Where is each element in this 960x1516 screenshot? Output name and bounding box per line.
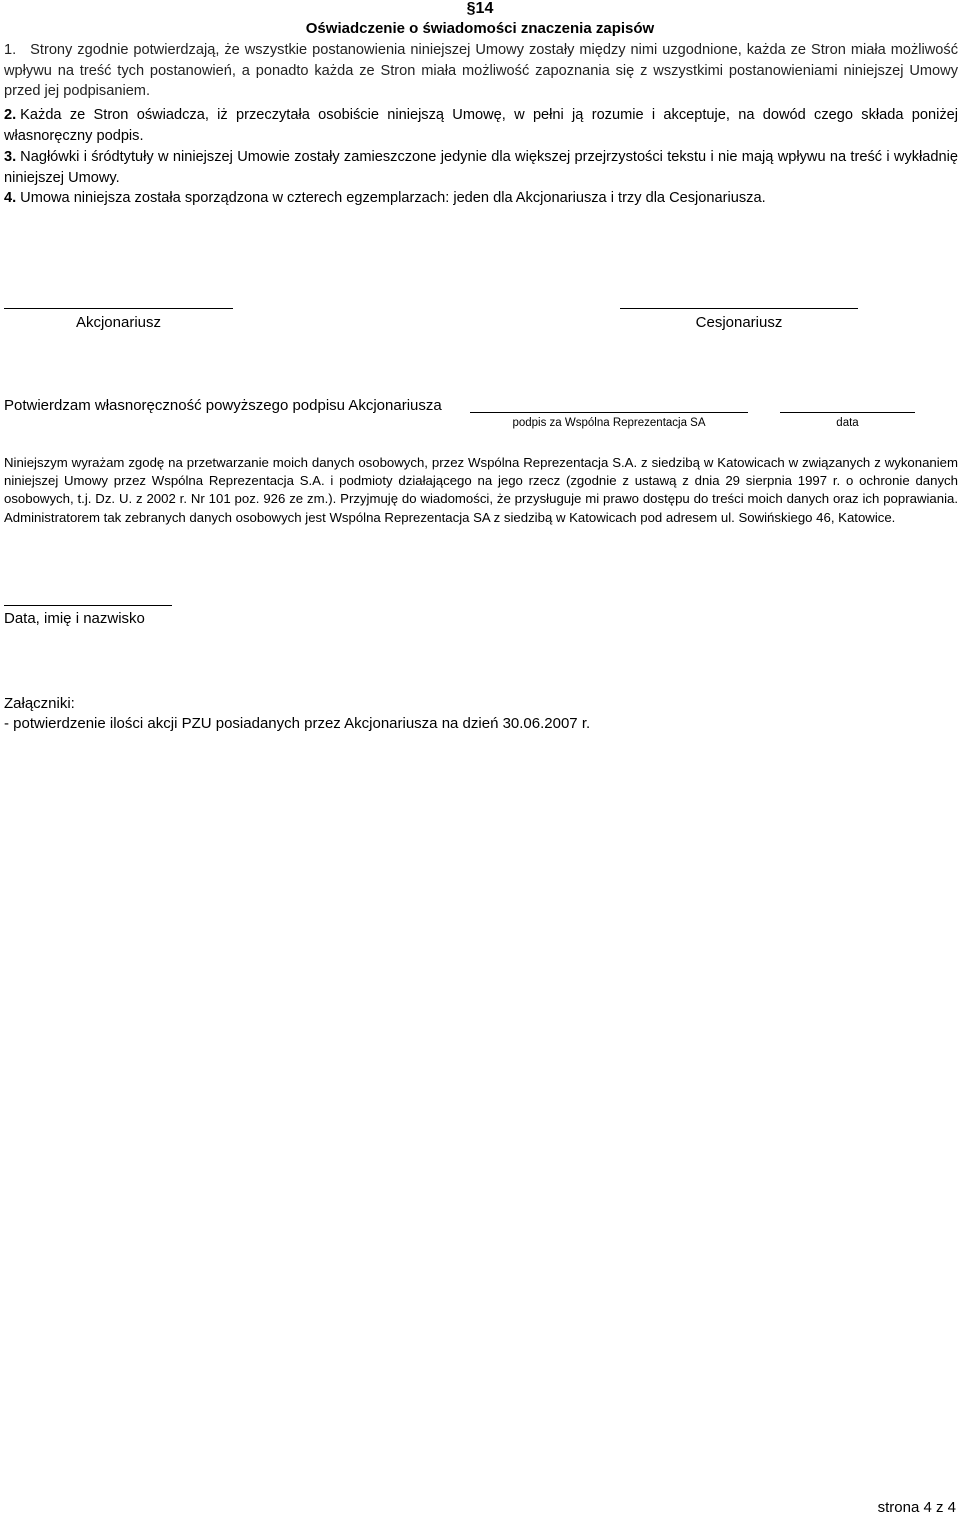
- signature-confirmation-text: Potwierdzam własnoręczność powyższego podpisu Akcjonariusza: [4, 397, 442, 414]
- shareholder-signature-line: [4, 308, 233, 309]
- clause-text: Umowa niniejsza została sporządzona w czterech egzemplarzach: jeden dla Akcjonariusza i trzy dla Cesjonariusza.: [20, 190, 766, 206]
- assignee-signature-line: [620, 308, 858, 309]
- clause-2: [4, 105, 958, 146]
- representative-signature-label: podpis za Wspólna Reprezentacja SA: [512, 417, 706, 429]
- clause-text: Każda ze Stron oświadcza, iż przeczytała osobiście niniejszą Umowę, w pełni ją rozumie i akceptuje, na dowód czego składa poniżej własnoręczny podpis.: [4, 107, 958, 144]
- page-number: strona 4 z 4: [877, 1499, 956, 1516]
- date-label: data: [836, 417, 859, 429]
- attachment-item: - potwierdzenie ilości akcji PZU posiadanych przez Akcjonariusza na dzień 30.06.2007 r.: [4, 715, 591, 732]
- clause-4: [4, 188, 958, 209]
- clause-text: Nagłówki i śródtytuły w niniejszej Umowie zostały zamieszczone jedynie dla większej przejrzystości tekstu i nie mają wpływu na treść i wykładnię niniejszej Umowy.: [4, 149, 958, 186]
- clause-text: Strony zgodnie potwierdzają, że wszystkie postanowienia niniejszej Umowy zostały między nimi uzgodnione, każda ze Stron miała możliwość wpływu na treść tych postanowień, a ponadto każda ze Stron miała możliwość zapoznania się z wszystkimi postanowieniami niniejszej Umowy przed jej podpisaniem.: [4, 42, 958, 99]
- section-number: §14: [466, 0, 494, 17]
- clause-number: 3.: [4, 149, 17, 165]
- date-name-label: Data, imię i nazwisko: [4, 610, 145, 627]
- shareholder-label: Akcjonariusz: [75, 314, 162, 331]
- section-title: Oświadczenie o świadomości znaczenia zapisów: [305, 20, 655, 37]
- representative-signature-line: [470, 412, 748, 413]
- date-line: [780, 412, 915, 413]
- data-processing-consent: Niniejszym wyrażam zgodę na przetwarzanie moich danych osobowych, przez Wspólna Reprezentacja S.A. z siedzibą w Katowicach w związanych z wykonaniem niniejszej Umowy przez Wspólna Reprezentacja S.A. i podmioty działającego na jego rzecz (zgodnie z ustawą z dnia 29 sierpnia 1997 r. o ochronie danych osobowych, t.j. Dz. U. z 2002 r. Nr 101 poz. 926 ze zm.). Przyjmuję do wiadomości, że przysługuje mi prawo dostępu do treści moich danych oraz ich poprawiania. Administratorem tak zebranych danych osobowych jest Wspólna Reprezentacja SA z siedzibą w Katowicach pod adresem ul. Sowińskiego 46, Katowice.: [4, 455, 958, 525]
- clause-3: [4, 147, 958, 188]
- clause-1: [4, 40, 958, 102]
- date-name-line: [4, 605, 172, 606]
- clause-number: 1.: [4, 42, 17, 58]
- clause-number: 2.: [4, 107, 17, 123]
- clause-number: 4.: [4, 190, 17, 206]
- attachments-heading: Załączniki:: [4, 695, 75, 712]
- assignee-label: Cesjonariusz: [695, 314, 783, 331]
